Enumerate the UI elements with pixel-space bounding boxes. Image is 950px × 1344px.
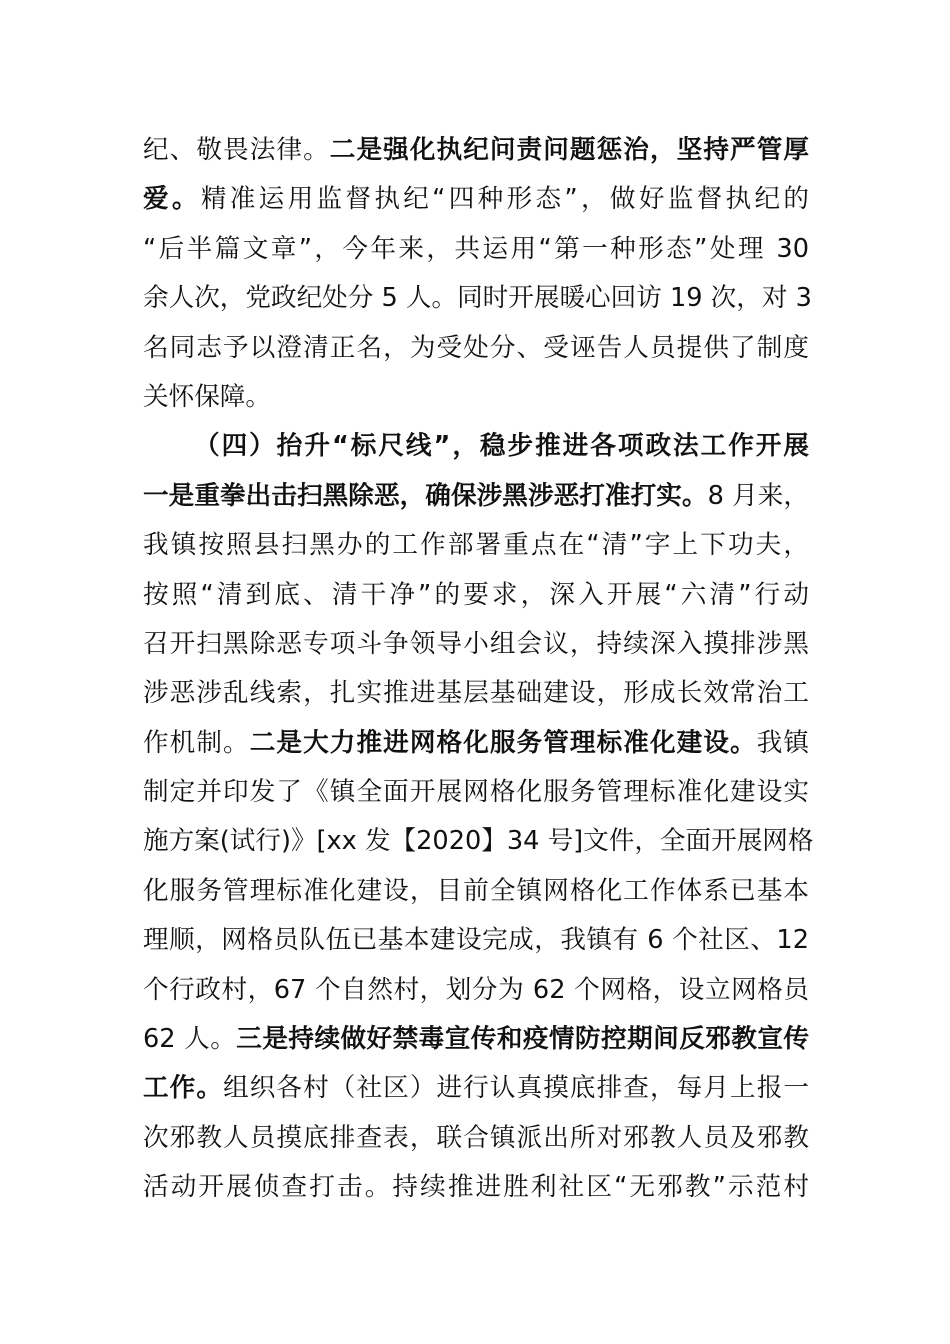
document-body [143, 126, 814, 1213]
text-span: 62 人。 [143, 1024, 237, 1055]
text-line [143, 324, 809, 373]
text-line [143, 916, 809, 965]
bold-text-span: 二是大力推进网格化服务管理标准化建设。 [249, 727, 757, 758]
text-span: 化服务管理标准化建设，目前全镇网格化工作体系已基本 [143, 875, 809, 906]
text-line [143, 719, 809, 768]
text-span: 按照“清到底、清干净”的要求，深入开展“六清”行动 [143, 579, 809, 610]
bold-text-span: 爱。 [143, 184, 201, 215]
text-line [143, 620, 809, 669]
text-line [143, 274, 812, 323]
bold-text-span: 工作。 [143, 1073, 224, 1104]
text-span: 作机制。 [143, 727, 250, 758]
text-span: 理顺，网格员队伍已基本建设完成，我镇有 6 个社区、12 [143, 925, 809, 956]
text-line [143, 1064, 809, 1113]
text-span: 我镇按照县扫黑办的工作部署重点在“清”字上下功夫， [143, 530, 809, 561]
text-span: 个行政村，67 个自然村，划分为 62 个网格，设立网格员 [143, 974, 809, 1005]
text-span: 我镇 [756, 727, 809, 758]
text-span: 召开扫黑除恶专项斗争领导小组会议，持续深入摸排涉黑 [143, 628, 809, 659]
text-span: 活动开展侦查打击。持续推进胜利社区“无邪教”示范村 [143, 1172, 809, 1203]
text-line [143, 373, 809, 422]
text-span: 制定并印发了《镇全面开展网格化服务管理标准化建设实 [143, 777, 809, 808]
text-line [143, 768, 809, 817]
text-span: 8 月来， [707, 480, 809, 511]
bold-text-span: 三是持续做好禁毒宣传和疫情防控期间反邪教宣传 [236, 1024, 809, 1055]
text-line [143, 472, 809, 521]
text-line [143, 817, 814, 866]
text-line [143, 225, 809, 274]
text-span: “后半篇文章”，今年来，共运用“第一种形态”处理 30 [143, 233, 809, 264]
text-span: 关怀保障。 [143, 381, 271, 412]
text-line [143, 422, 809, 471]
text-span: 涉恶涉乱线索，扎实推进基层基础建设，形成长效常治工 [143, 678, 809, 709]
bold-text-span: 二是强化执纪问责问题惩治，坚持严管厚 [329, 135, 809, 165]
text-span: 精准运用监督执纪“四种形态”，做好监督执纪的 [200, 184, 809, 215]
text-span: 次邪教人员摸底排查表，联合镇派出所对邪教人员及邪教 [143, 1122, 809, 1153]
text-line [143, 571, 809, 620]
text-span: 施方案(试行)》[xx 发【2020】34 号]文件，全面开展网格 [143, 826, 814, 857]
text-span: 余人次，党政纪处分 5 人。同时开展暖心回访 19 次，对 3 [143, 283, 812, 314]
text-line [143, 521, 809, 570]
text-line [143, 126, 809, 175]
text-line [143, 1114, 809, 1163]
text-line [143, 1163, 809, 1212]
text-line [143, 175, 809, 224]
text-span: 名同志予以澄清正名，为受处分、受诬告人员提供了制度 [143, 332, 809, 363]
text-line [143, 867, 809, 916]
text-line [143, 966, 809, 1015]
text-line [143, 1015, 809, 1064]
bold-text-span: （四）抬升“标尺线”，稳步推进各项政法工作开展 [194, 431, 809, 462]
bold-text-span: 一是重拳出击扫黑除恶，确保涉黑涉恶打准打实。 [143, 480, 708, 511]
text-line [143, 669, 809, 718]
text-span: 组织各村（社区）进行认真摸底排查，每月上报一 [223, 1073, 809, 1104]
text-span: 纪、敬畏法律。 [143, 135, 330, 165]
